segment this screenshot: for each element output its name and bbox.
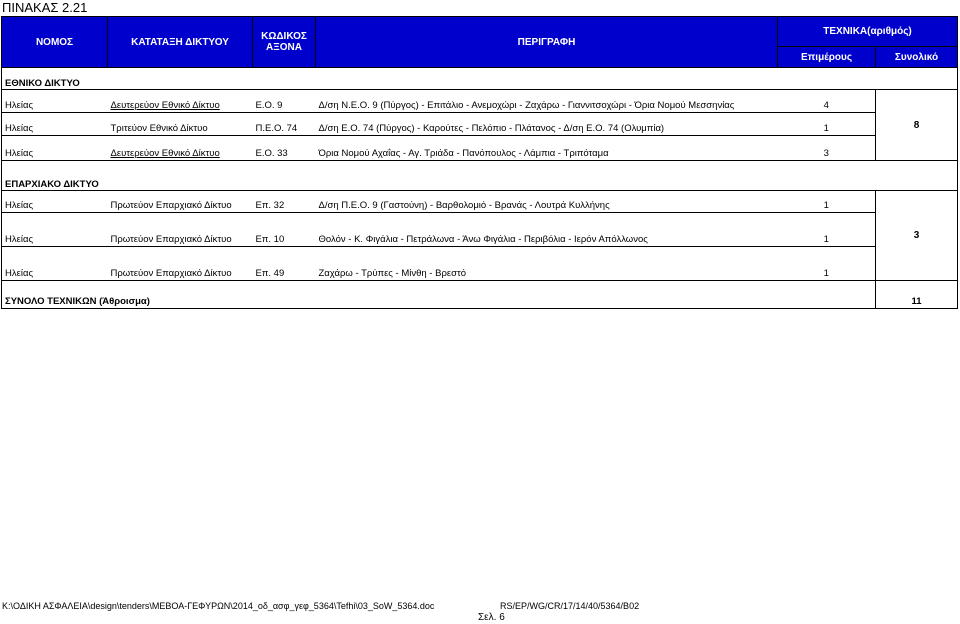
cell-synoliko-eparchiako: 3 [876,191,958,281]
cell-nomos: Ηλείας [2,191,108,213]
header-katataxi: ΚΑΤΑΤΑΞΗ ΔΙΚΤΥΟΥ [108,17,253,68]
cell-katataxi-text: Δευτερεύον Εθνικό Δίκτυο [110,148,220,159]
cell-kodikos: Επ. 32 [253,191,316,213]
cell-epimerous: 4 [778,90,876,113]
cell-perigrafi: Όρια Νομού Αχαΐας - Αγ. Τριάδα - Πανόπουλος - Λάμπια - Τριπόταμα [316,136,778,161]
cell-synoliko-ethniko: 8 [876,90,958,161]
table-row [2,113,958,136]
cell-kodikos: Π.Ε.Ο. 74 [253,113,316,136]
table-row [2,191,958,213]
header-kodikos-line1: ΚΩΔΙΚΟΣ [261,31,307,42]
table-row [2,247,958,281]
cell-epimerous: 1 [778,213,876,247]
cell-katataxi: Πρωτεύον Επαρχιακό Δίκτυο [108,213,253,247]
table-row [2,90,958,113]
cell-epimerous: 1 [778,113,876,136]
cell-katataxi: Τριτεύον Εθνικό Δίκτυο [108,113,253,136]
cell-perigrafi: Δ/ση Ν.Ε.Ο. 9 (Πύργος) - Επιτάλιο - Ανεμοχώρι - Ζαχάρω - Γιαννιτσοχώρι - Όρια Νομού Μεσσηνίας [316,90,778,113]
cell-katataxi: Πρωτεύον Επαρχιακό Δίκτυο [108,247,253,281]
page-number: Σελ. 6 [478,612,505,623]
cell-nomos: Ηλείας [2,90,108,113]
grand-total-label: ΣΥΝΟΛΟ ΤΕΧΝΙΚΩΝ (Άθροισμα) [2,281,876,309]
cell-katataxi: Πρωτεύον Επαρχιακό Δίκτυο [108,191,253,213]
header-nomos: ΝΟΜΟΣ [2,17,108,68]
cell-nomos: Ηλείας [2,136,108,161]
cell-epimerous: 1 [778,247,876,281]
cell-kodikos: Ε.Ο. 33 [253,136,316,161]
cell-nomos: Ηλείας [2,213,108,247]
section-ethniko: ΕΘΝΙΚΟ ΔΙΚΤΥΟ [2,68,958,90]
cell-nomos: Ηλείας [2,247,108,281]
cell-kodikos: Επ. 49 [253,247,316,281]
cell-katataxi [108,136,253,161]
cell-kodikos: Επ. 10 [253,213,316,247]
footer-file-path: K:\ΟΔΙΚΗ ΑΣΦΑΛΕΙΑ\design\tenders\ΜΕΒΟΑ-ΓΕΦΥΡΩΝ\2014_οδ_ασφ_γεφ_5364\Tefhi\03_SoW_5364.doc [2,601,435,611]
header-technika: ΤΕΧΝΙΚΑ(αριθμός) [778,17,958,47]
cell-perigrafi: Ζαχάρω - Τρύπες - Μίνθη - Βρεστό [316,247,778,281]
cell-katataxi-text: Δευτερεύον Εθνικό Δίκτυο [110,100,220,111]
grand-total-value: 11 [876,281,958,309]
cell-perigrafi: Δ/ση Ε.Ο. 74 (Πύργος) - Καρούτες - Πελόπιο - Πλάτανος - Δ/ση Ε.Ο. 74 (Ολυμπία) [316,113,778,136]
section-eparchiako: ΕΠΑΡΧΙΑΚΟ ΔΙΚΤΥΟ [2,161,958,191]
table-row [2,136,958,161]
document-title: ΠΙΝΑΚΑΣ 2.21 [2,0,88,15]
header-kodikos [253,17,316,68]
footer-reference: RS/EP/WG/CR/17/14/40/5364/B02 [500,601,640,611]
header-synoliko: Συνολικό [876,47,958,68]
cell-katataxi [108,90,253,113]
header-epimerous: Επιμέρους [778,47,876,68]
cell-perigrafi: Δ/ση Π.Ε.Ο. 9 (Γαστούνη) - Βαρθολομιό - Βρανάς - Λουτρά Κυλλήνης [316,191,778,213]
header-perigrafi: ΠΕΡΙΓΡΑΦΗ [316,17,778,68]
cell-epimerous: 1 [778,191,876,213]
technika-table [1,16,958,309]
cell-kodikos: Ε.Ο. 9 [253,90,316,113]
table-row [2,213,958,247]
cell-epimerous: 3 [778,136,876,161]
cell-perigrafi: Θολόν - Κ. Φιγάλια - Πετράλωνα - Άνω Φιγάλια - Περιβόλια - Ιερόν Απόλλωνος [316,213,778,247]
header-kodikos-line2: ΑΞΟΝΑ [266,42,302,53]
cell-nomos: Ηλείας [2,113,108,136]
